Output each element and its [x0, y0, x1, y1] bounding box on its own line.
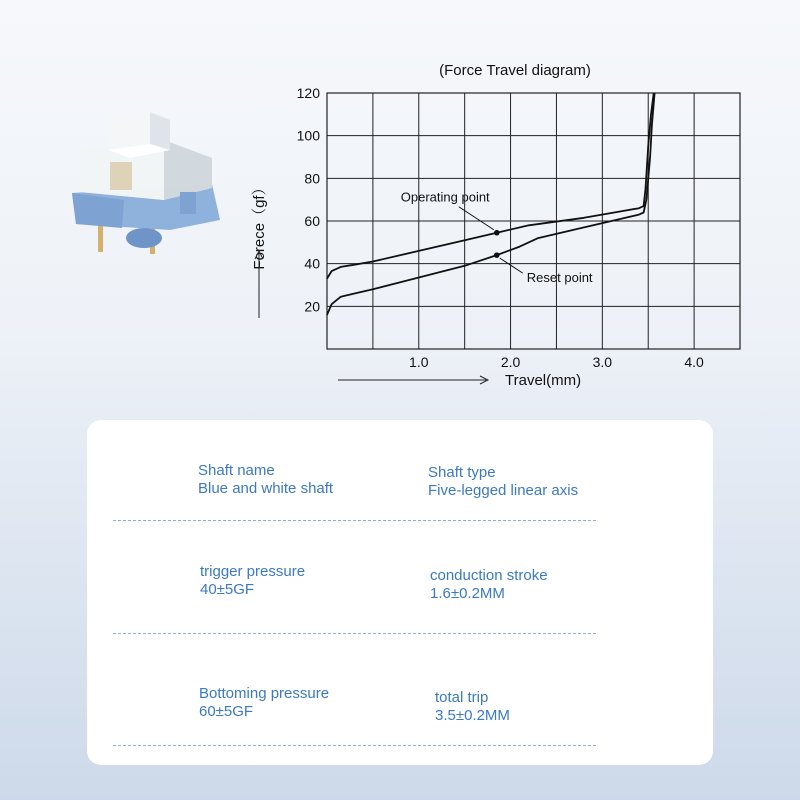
spec-shaft-name: [198, 462, 333, 498]
spec-value: Five-legged linear axis: [428, 482, 579, 499]
reset-point-marker: [494, 252, 500, 258]
spec-value: 3.5±0.2MM: [435, 707, 510, 724]
spec-value: 60±5GF: [199, 703, 254, 720]
spec-label: Shaft name: [198, 462, 275, 479]
spec-value: 1.6±0.2MM: [430, 585, 505, 602]
spec-label: Bottoming pressure: [199, 685, 330, 702]
x-axis-arrow: [338, 376, 488, 384]
x-axis-label: Travel(mm): [505, 372, 582, 389]
force-travel-chart: [240, 50, 770, 400]
spec-label: Shaft type: [428, 464, 496, 481]
y-tick-label: 20: [304, 298, 320, 315]
spec-card: [87, 420, 713, 765]
series-line-operating: [327, 93, 654, 279]
divider: [113, 633, 596, 634]
reset-point-leader: [500, 258, 523, 273]
divider: [113, 745, 596, 746]
operating-point-marker: [494, 230, 500, 236]
spec-value: 40±5GF: [200, 581, 255, 598]
x-tick-label: 3.0: [592, 354, 613, 370]
x-tick-label: 2.0: [500, 354, 521, 370]
reset-point-label: Reset point: [526, 270, 593, 286]
operating-point-label: Operating point: [400, 189, 490, 205]
spec-total-trip: [435, 689, 510, 725]
x-tick-label: 1.0: [409, 354, 429, 370]
x-tick-label: 4.0: [684, 354, 704, 370]
y-tick-label: 120: [296, 85, 320, 101]
chart-series: [327, 93, 655, 315]
y-axis-ticks: [297, 85, 321, 314]
y-axis-label: Forece（gf）: [251, 180, 268, 270]
x-axis-ticks: [409, 354, 704, 370]
spec-trigger-pressure: [200, 563, 305, 599]
spec-conduction-stroke: [430, 567, 548, 603]
series-line-reset: [327, 93, 655, 315]
operating-point-leader: [459, 207, 494, 230]
spec-label: total trip: [435, 689, 489, 706]
spec-value: Blue and white shaft: [198, 480, 334, 497]
divider: [113, 520, 596, 521]
chart-annotations: [401, 190, 593, 285]
chart-title: (Force Travel diagram): [439, 62, 591, 79]
y-tick-label: 80: [304, 170, 320, 187]
y-tick-label: 40: [304, 255, 320, 272]
keyboard-switch-image: [52, 88, 237, 278]
spec-bottoming-pressure: [199, 685, 329, 721]
spec-label: conduction stroke: [430, 567, 548, 584]
spec-label: trigger pressure: [200, 563, 306, 580]
spec-shaft-type: [428, 464, 578, 500]
chart-grid: [327, 93, 740, 349]
y-tick-label: 60: [304, 213, 320, 229]
y-tick-label: 100: [296, 127, 320, 144]
